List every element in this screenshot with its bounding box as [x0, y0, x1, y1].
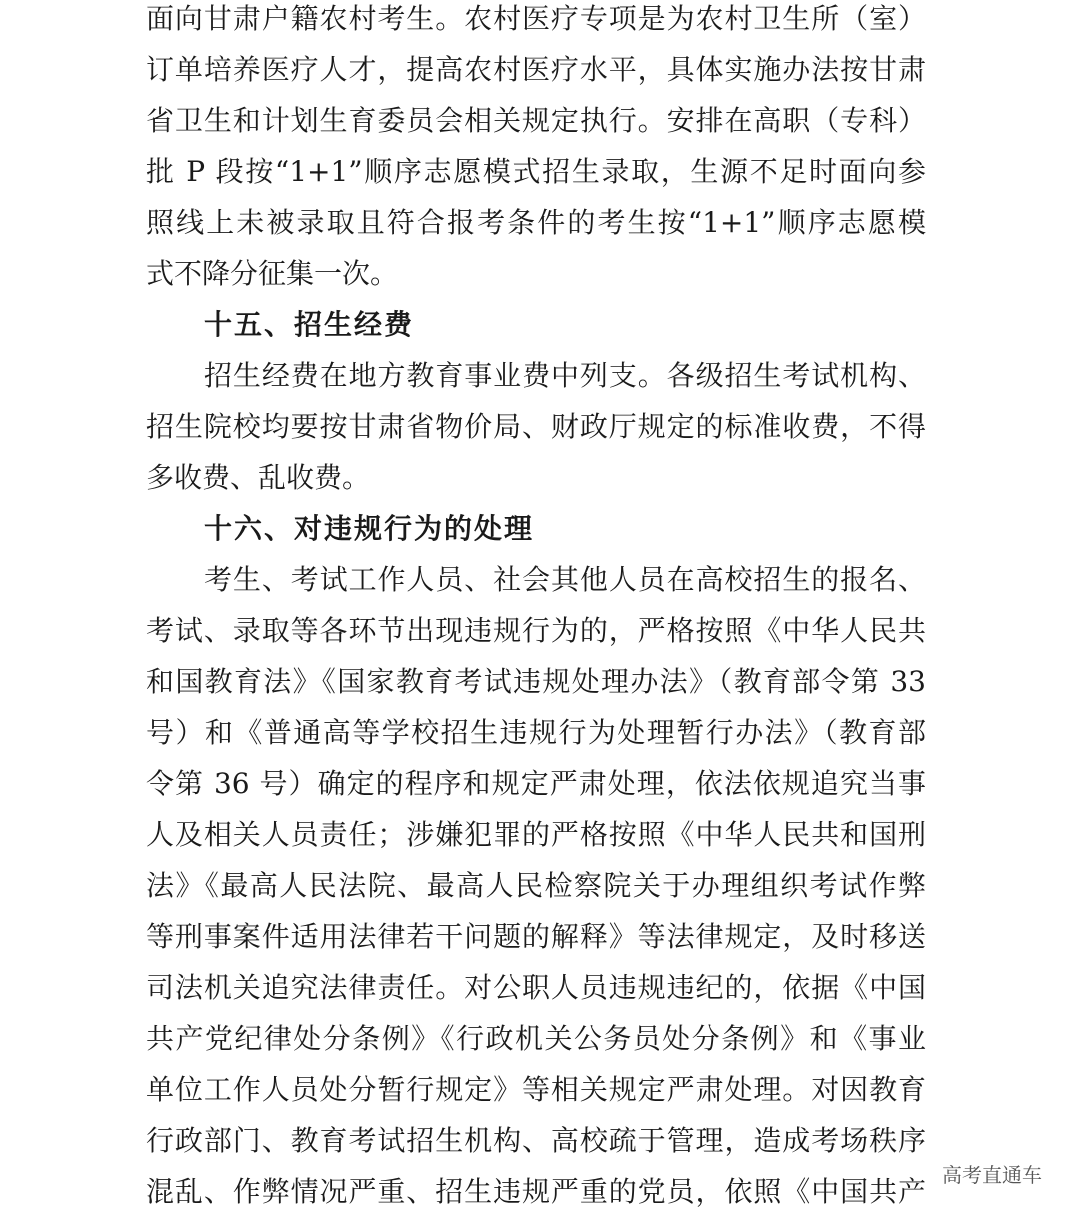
paragraph-line: 式不降分征集一次。: [146, 257, 399, 290]
paragraph-line: 混乱、作弊情况严重、招生违规严重的党员，依照《中国共产: [146, 1175, 926, 1208]
paragraph-line: 司法机关追究法律责任。对公职人员违规违纪的，依据《中国: [146, 971, 926, 1004]
paragraph-line: 订单培养医疗人才，提高农村医疗水平，具体实施办法按甘肃: [146, 53, 926, 86]
paragraph-line: 招生经费在地方教育事业费中列支。各级招生考试机构、: [204, 359, 926, 392]
paragraph-line: 批 P 段按“1+1”顺序志愿模式招生录取，生源不足时面向参: [146, 155, 926, 188]
paragraph-line: 令第 36 号）确定的程序和规定严肃处理，依法依规追究当事: [146, 767, 926, 800]
paragraph-line: 行政部门、教育考试招生机构、高校疏于管理，造成考场秩序: [146, 1124, 926, 1157]
paragraph-line: 共产党纪律处分条例》《行政机关公务员处分条例》和《事业: [146, 1022, 926, 1055]
paragraph-line: 人及相关人员责任；涉嫌犯罪的严格按照《中华人民共和国刑: [146, 818, 926, 851]
watermark-text: 高考直通车: [942, 1163, 1042, 1187]
paragraph-line: 考试、录取等各环节出现违规行为的，严格按照《中华人民共: [146, 614, 926, 647]
paragraph-line: 面向甘肃户籍农村考生。农村医疗专项是为农村卫生所（室）: [146, 2, 926, 35]
paragraph-line: 多收费、乱收费。: [146, 461, 371, 494]
section-heading-16: 十六、对违规行为的处理: [204, 512, 535, 545]
paragraph-line: 照线上未被录取且符合报考条件的考生按“1+1”顺序志愿模: [146, 206, 926, 239]
paragraph-line: 法》《最高人民法院、最高人民检察院关于办理组织考试作弊: [146, 869, 926, 902]
section-heading-15: 十五、招生经费: [204, 308, 415, 341]
paragraph-line: 招生院校均要按甘肃省物价局、财政厅规定的标准收费，不得: [146, 410, 926, 443]
paragraph-line: 省卫生和计划生育委员会相关规定执行。安排在高职（专科）: [146, 104, 926, 137]
paragraph-line: 等刑事案件适用法律若干问题的解释》等法律规定，及时移送: [146, 920, 926, 953]
paragraph-line: 号）和《普通高等学校招生违规行为处理暂行办法》（教育部: [146, 716, 926, 749]
paragraph-line: 考生、考试工作人员、社会其他人员在高校招生的报名、: [204, 563, 926, 596]
paragraph-line: 和国教育法》《国家教育考试违规处理办法》（教育部令第 33: [146, 665, 926, 698]
paragraph-line: 单位工作人员处分暂行规定》等相关规定严肃处理。对因教育: [146, 1073, 926, 1106]
